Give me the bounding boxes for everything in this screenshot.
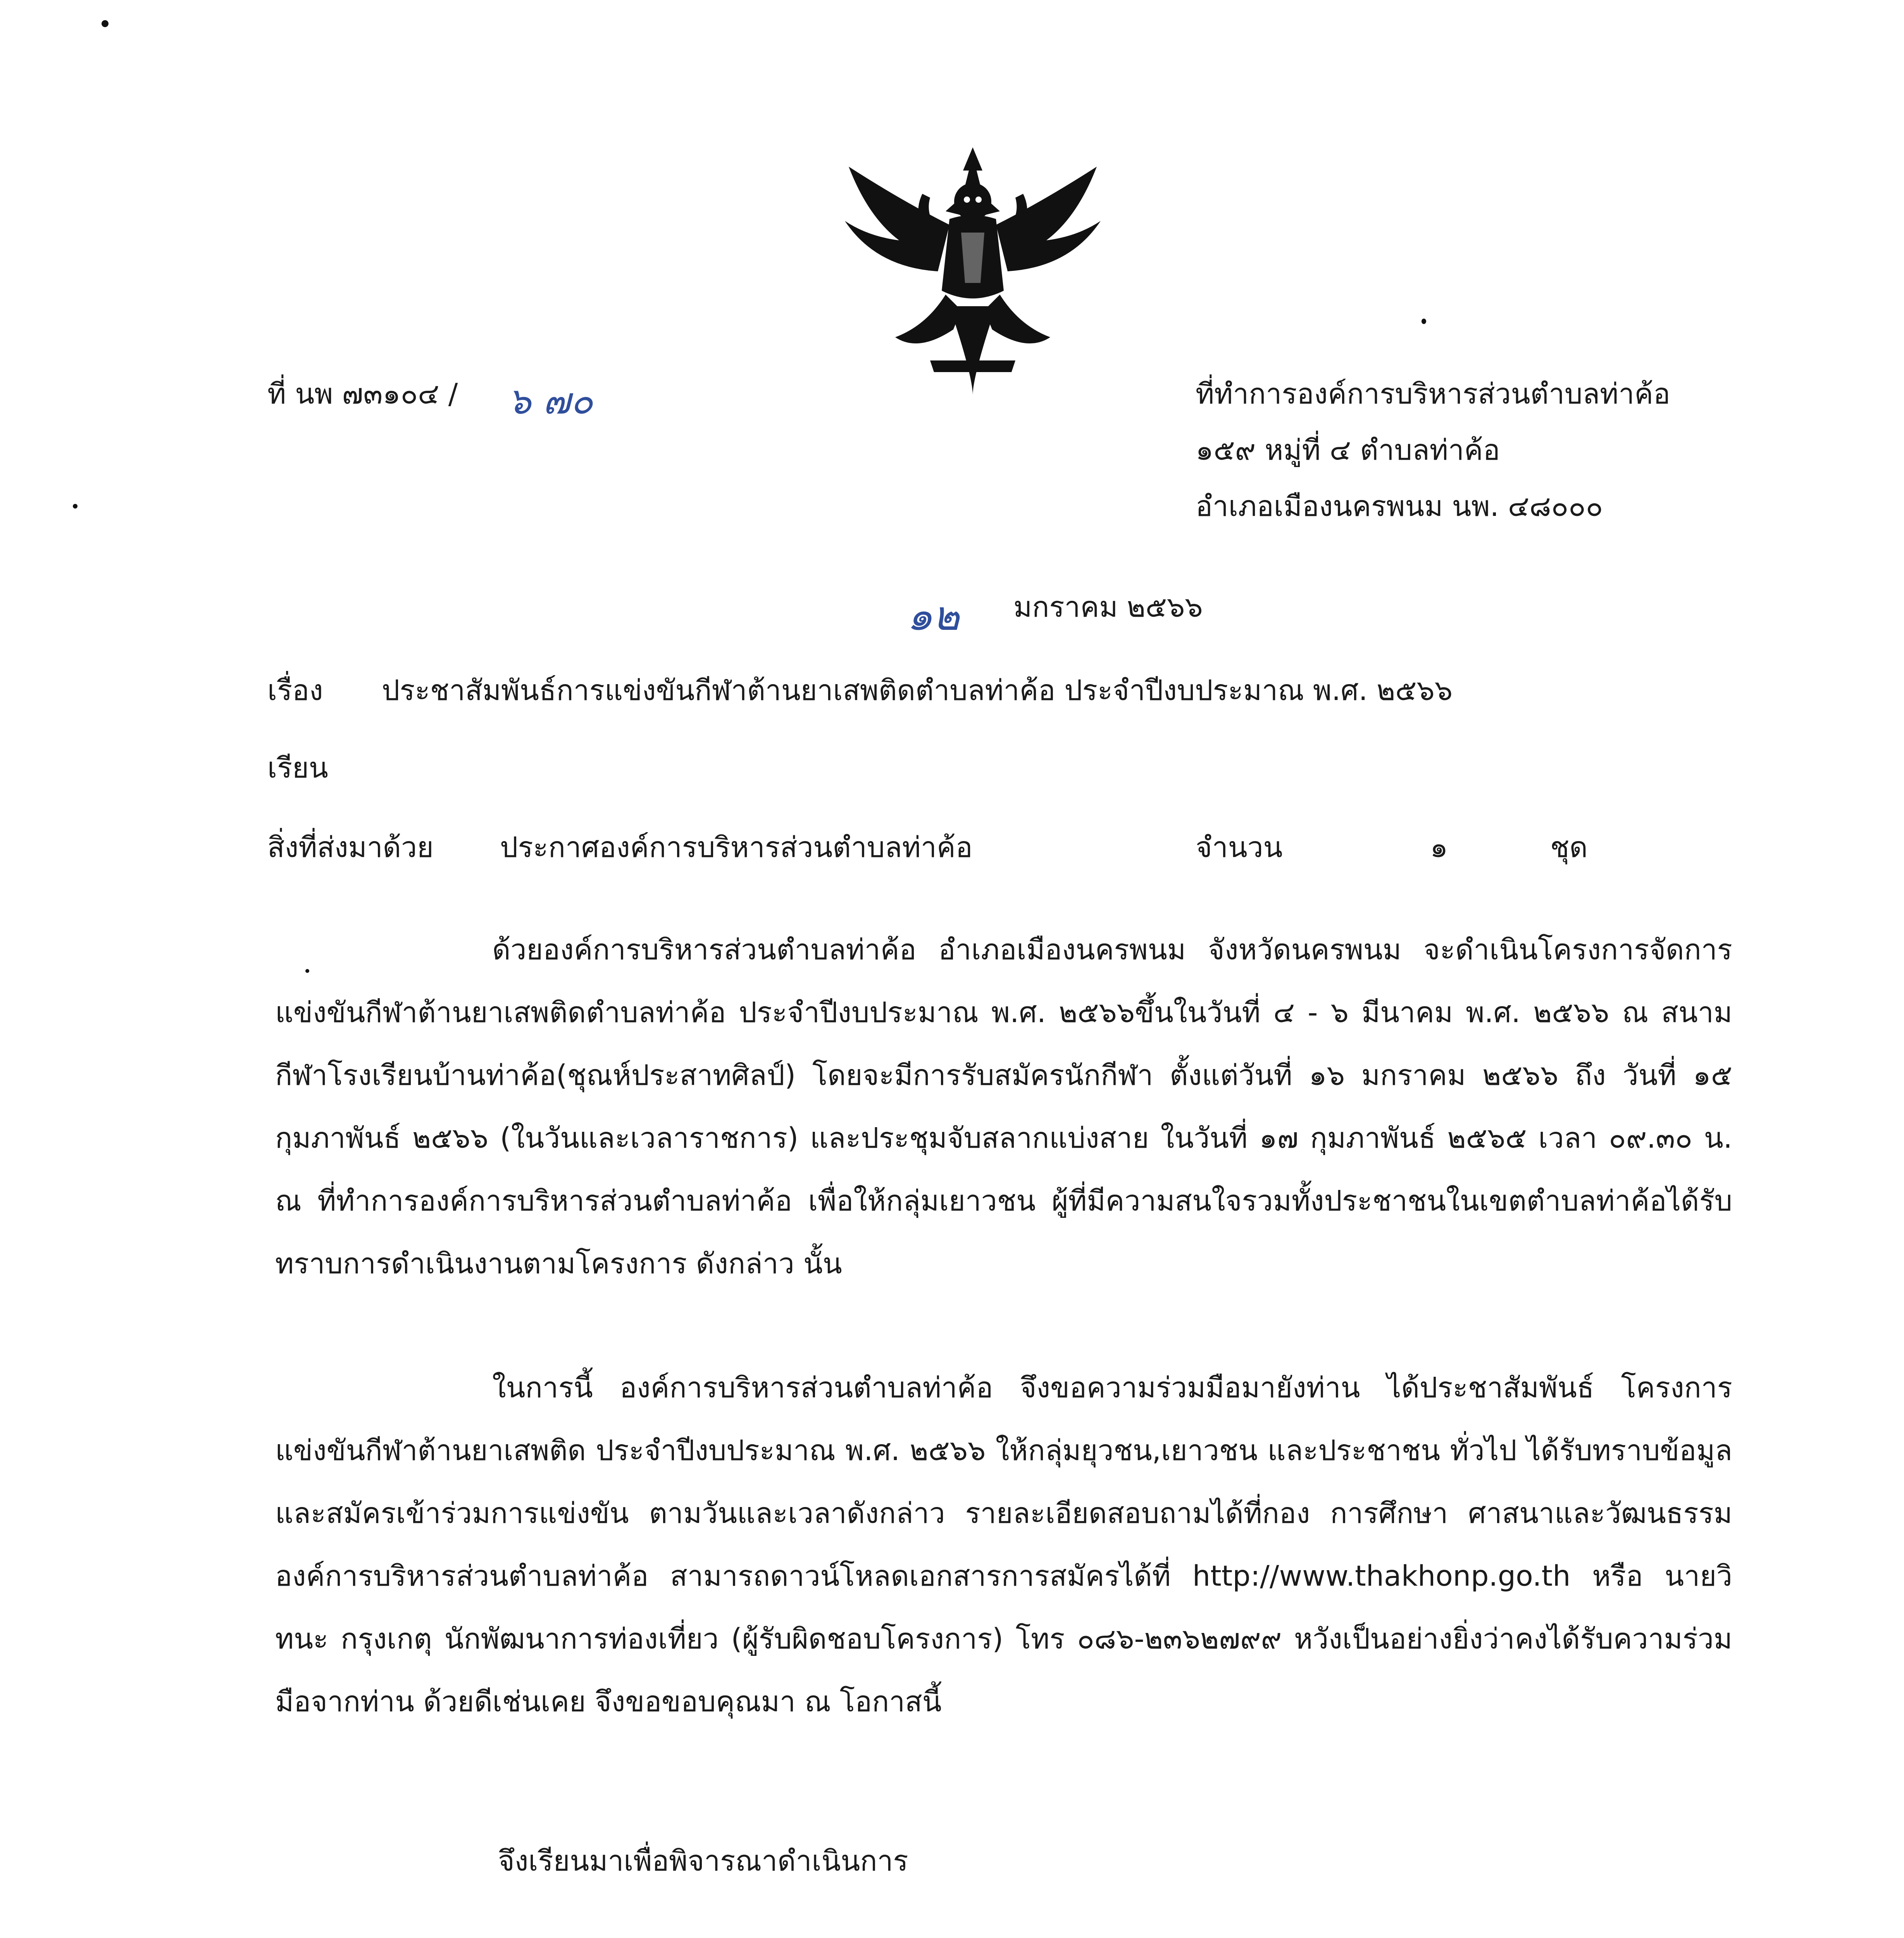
date-day-handwritten: ๑๒	[907, 592, 960, 640]
garuda-emblem-icon	[833, 143, 1112, 399]
scan-speck	[102, 20, 109, 27]
enclosure-text: ประกาศองค์การบริหารส่วนตำบลท่าค้อ	[500, 831, 973, 864]
quantity-value: ๑	[1430, 831, 1448, 864]
scan-speck	[1422, 319, 1426, 324]
scan-speck	[73, 504, 78, 509]
subject-text: ประชาสัมพันธ์การแข่งขันกีฬาต้านยาเสพติดตำบลท่าค้อ ประจำปีงบประมาณ พ.ศ. ๒๕๖๖	[382, 674, 1453, 707]
org-address-line-1: ที่ทำการองค์การบริหารส่วนตำบลท่าค้อ	[1196, 378, 1670, 410]
org-address-line-2: ๑๕๙ หมู่ที่ ๔ ตำบลท่าค้อ	[1196, 434, 1500, 467]
quantity-unit: ชุด	[1550, 831, 1588, 864]
reference-number-label: ที่ นพ ๗๓๑๐๔ /	[267, 378, 458, 410]
enclosure-label: สิ่งที่ส่งมาด้วย	[267, 831, 434, 864]
reference-number-handwritten: ๖ ๗๐	[508, 380, 593, 422]
to-label: เรียน	[267, 752, 328, 785]
closing-request: จึงเรียนมาเพื่อพิจารณาดำเนินการ	[498, 1845, 908, 1878]
date-month-year: มกราคม ๒๕๖๖	[1013, 591, 1203, 624]
subject-label: เรื่อง	[267, 674, 323, 707]
body-paragraph-1: ด้วยองค์การบริหารส่วนตำบลท่าค้อ อำเภอเมืองนครพนม จังหวัดนครพนม จะดำเนินโครงการจัดการแข่งขันกีฬาต้านยาเสพติดตำบลท่าค้อ ประจำปีงบประมาณ พ.ศ. ๒๕๖๖ขึ้นในวันที่ ๔ - ๖ มีนาคม พ.ศ. ๒๕๖๖ ณ สนามกีฬาโรงเรียนบ้านท่าค้อ(ชุณห์ประสาทศิลป์) โดยจะมีการรับสมัครนักกีฬา ตั้งแต่วันที่ ๑๖ มกราคม ๒๕๖๖ ถึง วันที่ ๑๕ กุมภาพันธ์ ๒๕๖๖ (ในวันและเวลาราชการ) และประชุมจับสลากแบ่งสาย ในวันที่ ๑๗ กุมภาพันธ์ ๒๕๖๕ เวลา ๐๙.๓๐ น. ณ ที่ทำการองค์การบริหารส่วนตำบลท่าค้อ เพื่อให้กลุ่มเยาวชน ผู้ที่มีความสนใจรวมทั้งประชาชนในเขตตำบลท่าค้อได้รับทราบการดำเนินงานตามโครงการ ดังกล่าว นั้น	[275, 933, 1732, 1280]
body-paragraph-2: ในการนี้ องค์การบริหารส่วนตำบลท่าค้อ จึงขอความร่วมมือมายังท่าน ได้ประชาสัมพันธ์ โครงการแข่งขันกีฬาต้านยาเสพติด ประจำปีงบประมาณ พ.ศ. ๒๕๖๖ ให้กลุ่มยุวชน,เยาวชน และประชาชน ทั่วไป ได้รับทราบข้อมูลและสมัครเข้าร่วมการแข่งขัน ตามวันและเวลาดังกล่าว รายละเอียดสอบถามได้ที่กอง การศึกษา ศาสนาและวัฒนธรรม องค์การบริหารส่วนตำบลท่าค้อ สามารถดาวน์โหลดเอกสารการสมัครได้ที่ http://www.thakhonp.go.th หรือ นายวิทนะ กรุงเกตุ นักพัฒนาการท่องเที่ยว (ผู้รับผิดชอบโครงการ) โทร ๐๘๖-๒๓๖๒๗๙๙ หวังเป็นอย่างยิ่งว่าคงได้รับความร่วมมือจากท่าน ด้วยดีเช่นเคย จึงขอขอบคุณมา ณ โอกาสนี้	[275, 1371, 1732, 1718]
org-address-line-3: อำเภอเมืองนครพนม นพ. ๔๘๐๐๐	[1196, 490, 1603, 523]
quantity-label: จำนวน	[1196, 831, 1283, 864]
scan-speck	[305, 969, 309, 973]
